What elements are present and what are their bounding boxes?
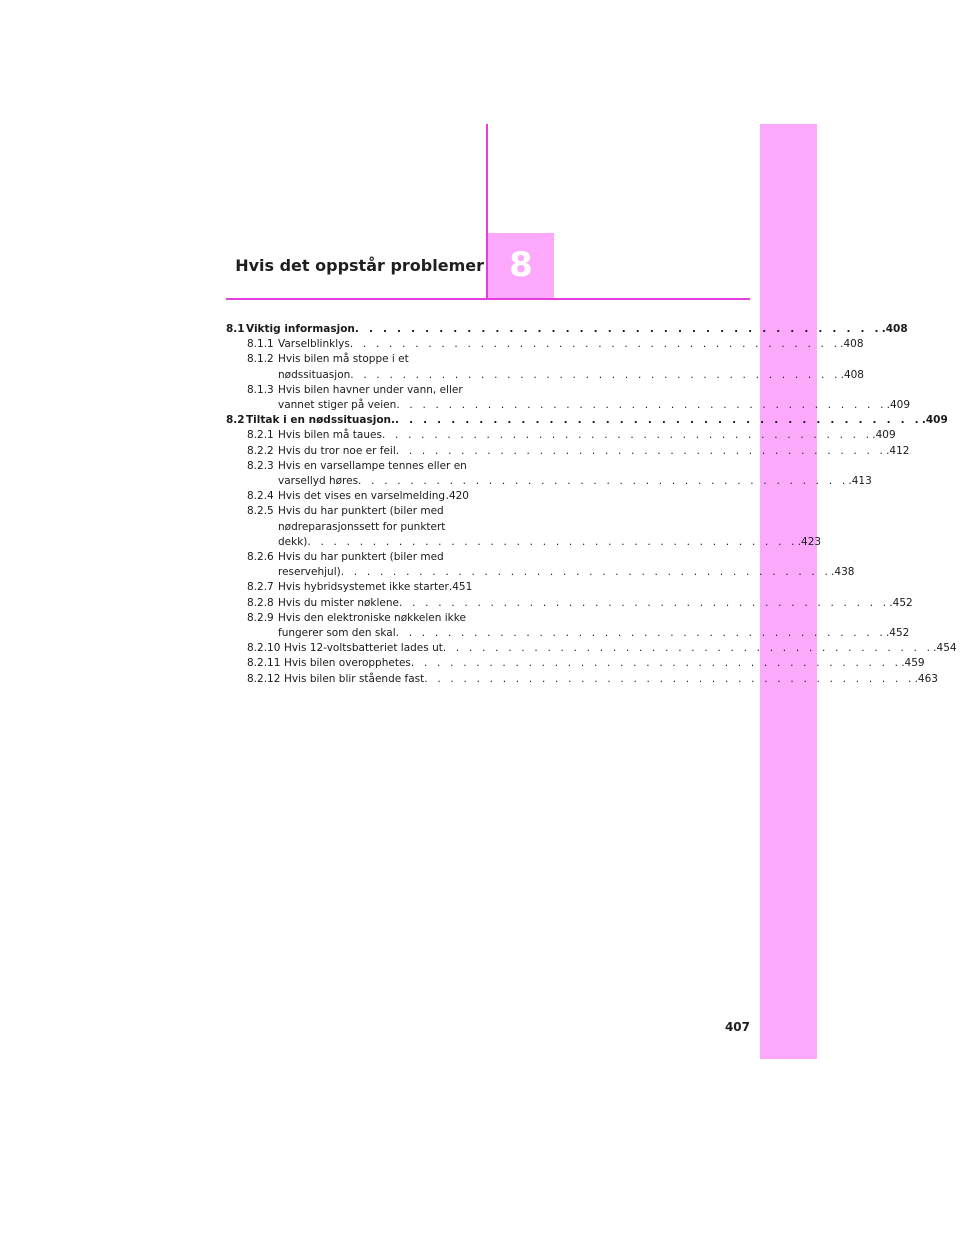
toc-page-number[interactable]: .408 xyxy=(840,338,864,351)
toc-entry-number: 8.2.4 xyxy=(247,490,274,503)
toc-entry-number: 8.2.9 xyxy=(247,611,274,624)
toc-subsection-entry[interactable] xyxy=(247,656,925,671)
toc-entry-title: Hvis en varsellampe tennes eller en xyxy=(278,459,467,472)
toc-subsection-entry[interactable] xyxy=(247,672,938,687)
toc-page-number[interactable]: .438 xyxy=(831,566,855,579)
toc-entry-title: Hvis bilen må stoppe i et xyxy=(278,353,409,366)
chapter-title: Hvis det oppstår problemer xyxy=(235,256,484,275)
toc-subsection-entry[interactable] xyxy=(247,352,864,382)
toc-entry-number: 8.1.1 xyxy=(247,338,274,351)
toc-subsection-entry[interactable] xyxy=(247,337,864,352)
toc-subsection-entry[interactable] xyxy=(247,504,822,550)
toc-page-number[interactable]: .412 xyxy=(886,444,910,457)
page-number: 407 xyxy=(724,1020,750,1034)
toc-subsection-entry[interactable] xyxy=(247,550,855,580)
toc-entry-title: varsellyd høres xyxy=(278,475,359,488)
toc-subsection-entry[interactable] xyxy=(247,428,896,443)
toc-entry-number: 8.2.8 xyxy=(247,596,274,609)
toc-page-number[interactable]: .420 xyxy=(445,490,469,503)
toc-leader-dots: . . . . . . . . . . . . . . . . . . . . . . . . . . . . . . . . . . . . . . xyxy=(358,475,849,488)
toc-leader-dots: . . . . . . . . . . . . . . . . . . . . . . . . . . . . . . . . . . . . . . xyxy=(354,323,882,335)
toc-subsection-entry[interactable] xyxy=(247,611,910,641)
toc-entry-number: 8.2.11 xyxy=(247,657,281,670)
toc-subsection-entry[interactable] xyxy=(247,596,913,611)
toc-entry-title: Tiltak i en nødssituasjon. xyxy=(246,414,396,427)
toc-page-number[interactable]: .452 xyxy=(889,596,913,609)
toc-entry-number: 8.2.1 xyxy=(247,429,274,442)
toc-page-number[interactable]: .409 xyxy=(872,429,896,442)
toc-page-number[interactable]: .413 xyxy=(848,475,872,488)
toc-leader-dots: . . . . . . . . . . . . . . . . . . . . . . . . . . . . . . . . . . . . . . xyxy=(395,444,887,457)
toc-page-number[interactable]: .423 xyxy=(797,535,822,548)
toc-entry-title: dekk) xyxy=(278,535,308,548)
toc-entry-number: 8.1 xyxy=(226,323,245,335)
toc-subsection-entry[interactable] xyxy=(247,383,911,413)
toc-page-number[interactable]: .451 xyxy=(448,581,473,594)
toc-leader-dots: . . . . . . . . . . . . . . . . . . . . . . . . . . . . . . . . . . . . . . xyxy=(381,429,873,442)
table-of-contents xyxy=(226,322,957,687)
toc-page-number[interactable]: .408 xyxy=(840,368,864,381)
toc-entry-title: Hvis det vises en varselmelding xyxy=(278,490,446,503)
toc-section-entry[interactable] xyxy=(226,413,948,428)
toc-entry-number: 8.2.2 xyxy=(247,444,274,457)
toc-leader-dots: . . . . . . . . . . . . . . . . . . . . . . . . . . . . . . . . . . . . . . xyxy=(424,672,915,685)
toc-entry-number: 8.2.10 xyxy=(247,642,281,655)
toc-leader-dots: . . . . . . . . . . . . . . . . . . . . . . . . . . . . . . . . . . . . . . xyxy=(307,535,798,548)
toc-entry-title: nødssituasjon xyxy=(278,368,351,381)
toc-page-number[interactable]: .459 xyxy=(901,657,925,670)
toc-leader-dots: . . . . . . . . . . . . . . . . . . . . . . . . . . . . . . . . . . . . . . xyxy=(396,399,887,412)
toc-entry-title: Hvis bilen overopphetes xyxy=(284,657,411,670)
toc-entry-title: Hvis du har punktert (biler med xyxy=(278,505,444,518)
toc-subsection-entry[interactable] xyxy=(247,459,872,489)
toc-leader-dots: . . . . . . . . . . . . . . . . . . . . . . . . . . . . . . . . . . . . . . xyxy=(399,596,890,609)
toc-subsection-entry[interactable] xyxy=(247,489,469,504)
toc-entry-number: 8.2.12 xyxy=(247,672,281,685)
toc-entry-title: Hvis du tror noe er feil xyxy=(278,444,396,457)
toc-entry-title: Hvis den elektroniske nøkkelen ikke xyxy=(278,611,466,624)
toc-entry-title: Hvis bilen havner under vann, eller xyxy=(278,383,463,396)
toc-leader-dots: . . . . . . . . . . . . . . . . . . . . . . . . . . . . . . . . . . . . . . xyxy=(349,338,841,351)
toc-entry-title: fungerer som den skal xyxy=(278,627,396,640)
toc-leader-dots: . . . . . . . . . . . . . . . . . . . . . . . . . . . . . . . . . . . . . . xyxy=(442,642,934,655)
toc-entry-number: 8.1.3 xyxy=(247,383,274,396)
toc-entry-number: 8.2.5 xyxy=(247,505,274,518)
toc-leader-dots: . . . . . . . . . . . . . . . . . . . . . . . . . . . . . . . . . . . . . . xyxy=(340,566,832,579)
toc-leader-dots: . . . . . . . . . . . . . . . . . . . . . . . . . . . . . . . . . . . . . . xyxy=(395,414,922,427)
toc-page-number[interactable]: .409 xyxy=(921,414,948,427)
toc-section-entry[interactable] xyxy=(226,322,908,337)
chapter-number: 8 xyxy=(488,233,554,298)
toc-page-number[interactable]: .454 xyxy=(933,642,957,655)
toc-entry-title: Hvis 12-voltsbatteriet lades ut xyxy=(284,642,443,655)
toc-entry-title: Hvis du mister nøklene xyxy=(278,596,399,609)
toc-entry-title: Viktig informasjon xyxy=(246,323,355,335)
toc-subsection-entry[interactable] xyxy=(247,580,473,595)
toc-page-number[interactable]: .409 xyxy=(886,399,911,412)
toc-entry-title: nødreparasjonssett for punktert xyxy=(278,520,446,533)
toc-page-number[interactable]: .463 xyxy=(914,672,938,685)
toc-entry-title: reservehjul) xyxy=(278,566,341,579)
toc-entry-number: 8.2 xyxy=(226,414,245,427)
toc-leader-dots: . . . . . . . . . . . . . . . . . . . . . . . . . . . . . . . . . . . . . . xyxy=(395,627,886,640)
toc-entry-title: Hvis bilen blir stående fast xyxy=(284,672,425,685)
toc-subsection-entry[interactable] xyxy=(247,444,910,459)
toc-entry-title: Hvis du har punktert (biler med xyxy=(278,551,444,564)
toc-entry-number: 8.1.2 xyxy=(247,353,274,366)
toc-subsection-entry[interactable] xyxy=(247,641,957,656)
toc-entry-title: Varselblinklys xyxy=(278,338,350,351)
toc-leader-dots: . . . . . . . . . . . . . . . . . . . . . . . . . . . . . . . . . . . . . . xyxy=(410,657,902,670)
toc-page-number[interactable]: .408 xyxy=(881,323,908,335)
toc-entry-title: Hvis hybridsystemet ikke starter xyxy=(278,581,449,594)
toc-page-number[interactable]: .452 xyxy=(885,627,910,640)
header-horizontal-rule xyxy=(226,298,750,300)
toc-entry-title: vannet stiger på veien xyxy=(278,399,397,412)
toc-entry-title: Hvis bilen må taues xyxy=(278,429,382,442)
toc-entry-number: 8.2.3 xyxy=(247,459,274,472)
toc-entry-number: 8.2.6 xyxy=(247,551,274,564)
toc-leader-dots: . . . . . . . . . . . . . . . . . . . . . . . . . . . . . . . . . . . . . . xyxy=(350,368,841,381)
chapter-side-tab xyxy=(760,124,817,1059)
toc-entry-number: 8.2.7 xyxy=(247,581,274,594)
